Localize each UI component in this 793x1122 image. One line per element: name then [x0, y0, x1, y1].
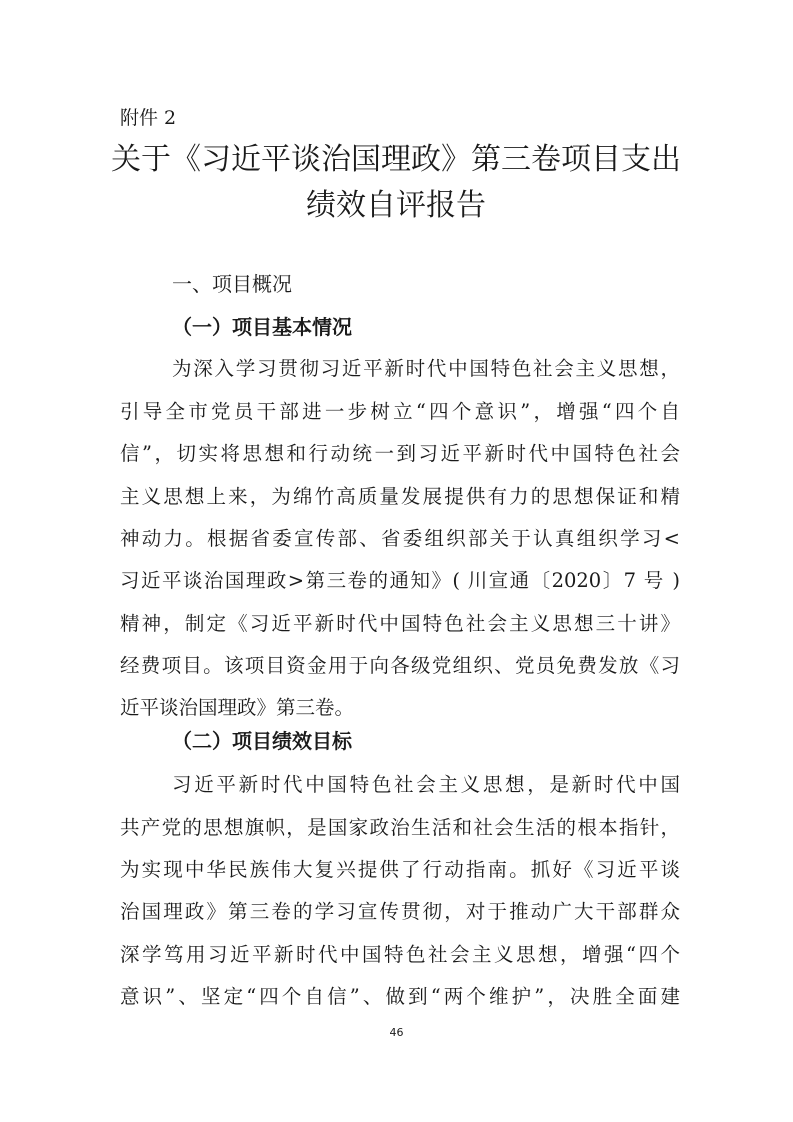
subsection-heading-basic-info: （一）项目基本情况	[172, 315, 352, 339]
paragraph-line: 意识”、坚定“四个自信”、做到“两个维护”，决胜全面建	[120, 985, 680, 1008]
paragraph-line: 习近平谈治国理政>第三卷的通知》( 川宣通〔2020〕7 号 )	[120, 569, 680, 592]
paragraph-line: 为实现中华民族伟大复兴提供了行动指南。抓好《习近平谈	[120, 858, 680, 881]
paragraph-line: 为深入学习贯彻习近平新时代中国特色社会主义思想，	[172, 357, 680, 380]
subsection-heading-performance-goals: （二）项目绩效目标	[172, 729, 352, 753]
paragraph-line: 精神，制定《习近平新时代中国特色社会主义思想三十讲》	[120, 612, 680, 635]
paragraph-line: 习近平新时代中国特色社会主义思想，是新时代中国	[172, 773, 680, 796]
page-number: 46	[389, 1026, 404, 1039]
paragraph-line: 主义思想上来，为绵竹高质量发展提供有力的思想保证和精	[120, 485, 680, 508]
paragraph-line: 治国理政》第三卷的学习宣传贯彻，对于推动广大干部群众	[120, 900, 680, 923]
paragraph-line: 信”，切实将思想和行动统一到习近平新时代中国特色社会	[120, 442, 680, 465]
paragraph-line: 引导全市党员干部进一步树立“四个意识”，增强“四个自	[120, 400, 680, 423]
document-title-line-1: 关于《习近平谈治国理政》第三卷项目支出	[111, 142, 681, 177]
document-title-line-2: 绩效自评报告	[306, 188, 486, 223]
paragraph-line: 近平谈治国理政》第三卷。	[120, 696, 355, 719]
paragraph-line: 神动力。根据省委宣传部、省委组织部关于认真组织学习<	[120, 527, 680, 550]
paragraph-line: 经费项目。该项目资金用于向各级党组织、党员免费发放《习	[120, 654, 680, 677]
section-heading-overview: 一、项目概况	[172, 272, 292, 296]
attachment-label: 附件 2	[120, 107, 177, 129]
paragraph-line: 深学笃用习近平新时代中国特色社会主义思想，增强“四个	[120, 943, 680, 966]
paragraph-line: 共产党的思想旗帜，是国家政治生活和社会生活的根本指针，	[120, 816, 680, 839]
